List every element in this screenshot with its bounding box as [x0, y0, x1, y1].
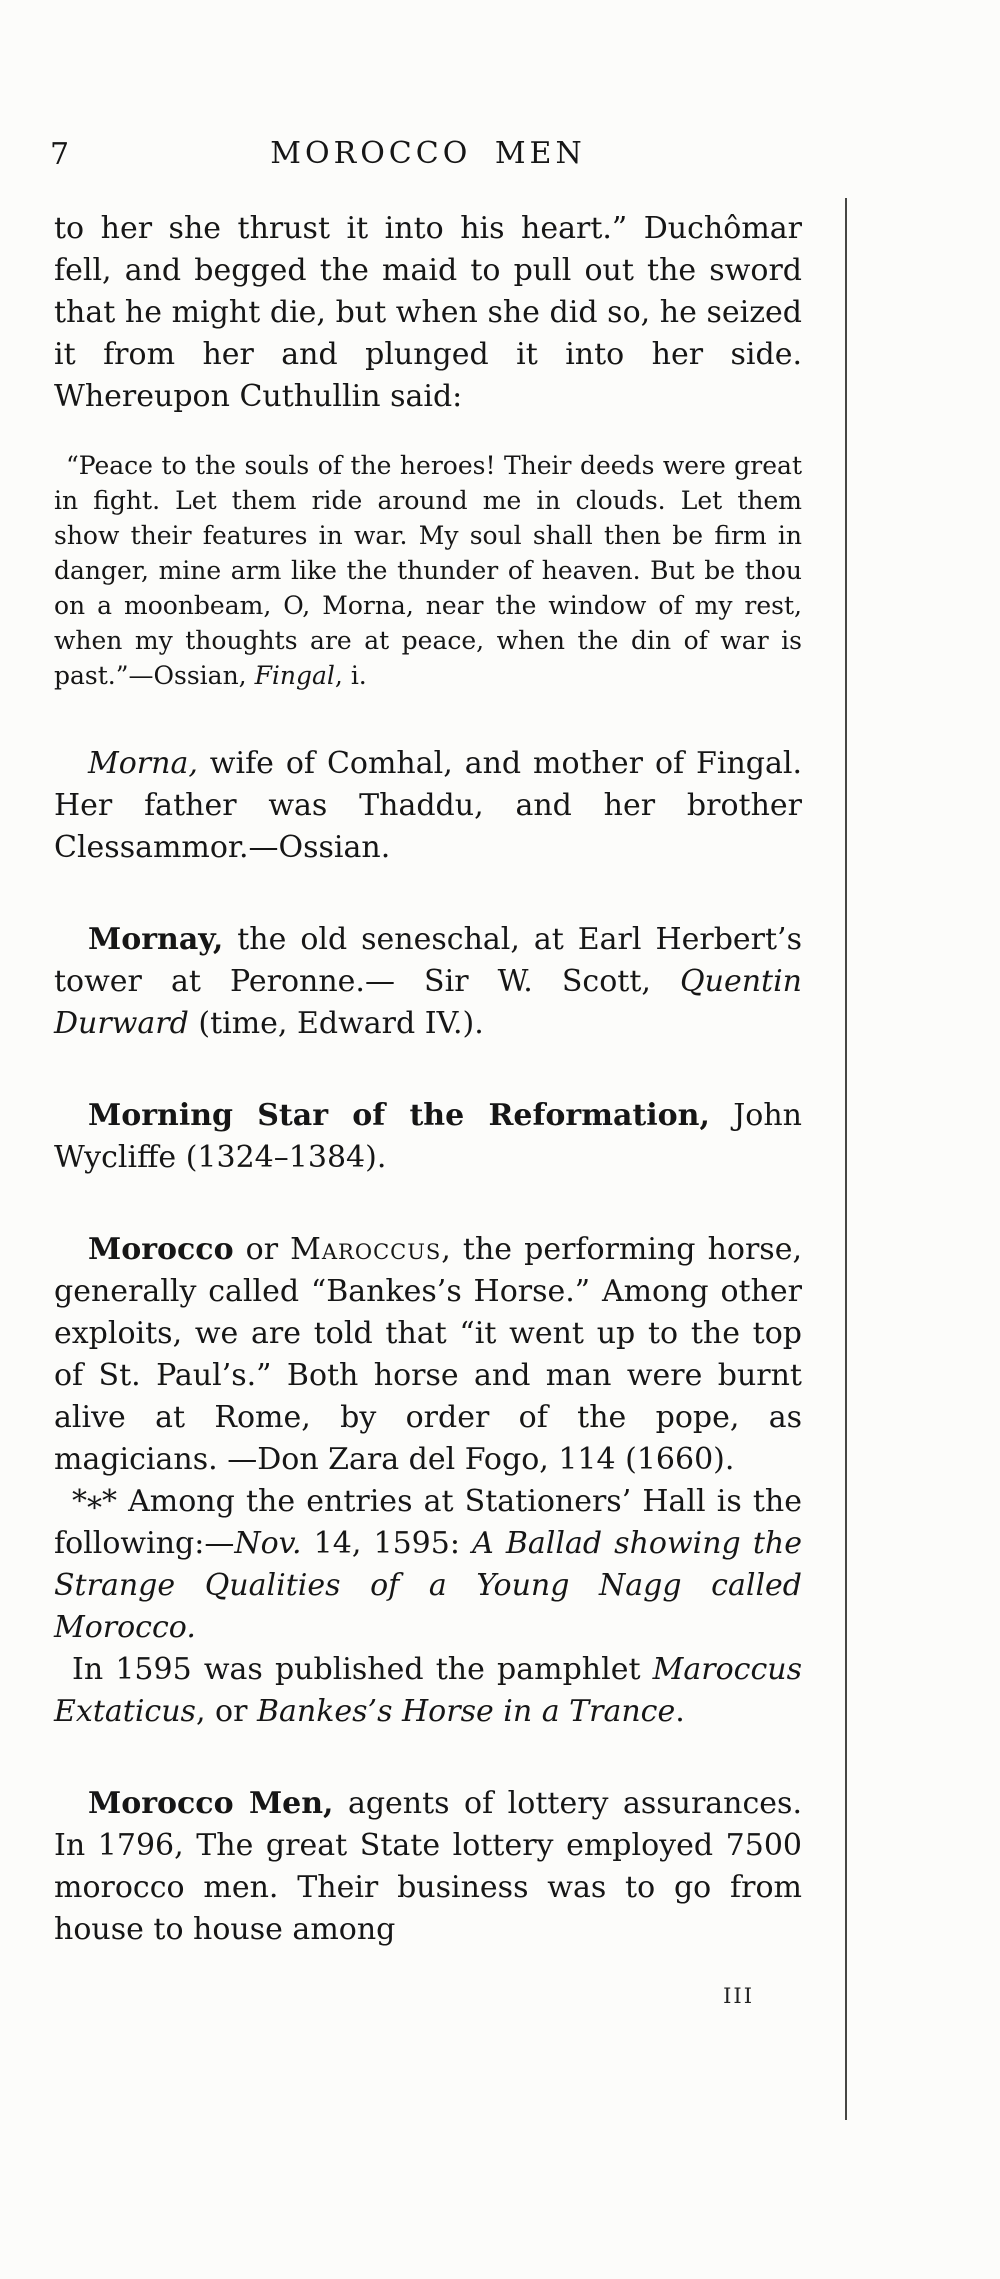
text-column: [54, 208, 802, 2017]
entry-morna: Morna, wife of Comhal, and mother of Fingal. Her father was Thaddu, and her brother Clessammor.—Ossian.: [54, 746, 802, 865]
entry-morocco: Morocco or Maroccus, the performing horse, generally called “Bankes’s Horse.” Among other exploits, we are told that “it went up to the top of St. Paul’s.” Both horse and man were burnt alive at Rome, by order of the pope, as magicians. —Don Zara del Fogo, 114 (1660).: [54, 1232, 802, 1477]
page-number: 7: [50, 137, 70, 172]
entry-morning-star-of-the-reformation: Morning Star of the Reformation, John Wycliffe (1324–1384).: [54, 1098, 802, 1175]
blockquote-ossian-fingal: “Peace to the souls of the heroes! Their deeds were great in fight. Let them ride around me in clouds. Let them show their features in war. My soul shall then be firm in danger, mine arm like the thunder of heaven. But be thou on a moonbeam, O, Morna, near the window of my rest, when my thoughts are at peace, when the din of war is past.”—Ossian, Fingal, i.: [54, 451, 802, 690]
signature-mark: III: [723, 1984, 754, 2008]
entry-morocco-men: Morocco Men, agents of lottery assurances. In 1796, The great State lottery employed 7500 morocco men. Their business was to go from house to house among: [54, 1786, 802, 1947]
paragraph-stationers-hall-note: *** Among the entries at Stationers’ Hall is the following:—Nov. 14, 1595: A Ballad showing the Strange Qualities of a Young Nagg called Morocco.: [54, 1484, 802, 1645]
entry-mornay: Mornay, the old seneschal, at Earl Herbert’s tower at Peronne.— Sir W. Scott, Quentin Durward (time, Edward IV.).: [54, 922, 802, 1041]
paragraph-maroccus-extaticus: In 1595 was published the pamphlet Maroccus Extaticus, or Bankes’s Horse in a Trance.: [54, 1652, 802, 1729]
running-title: MOROCCO MEN: [270, 136, 586, 171]
paragraph-duchomar-continuation: to her she thrust it into his heart.” Duchômar fell, and begged the maid to pull out the sword that he might die, but when she did so, he seized it from her and plunged it into her side. Whereupon Cuthullin said:: [54, 211, 802, 414]
column-rule: [845, 198, 847, 2120]
